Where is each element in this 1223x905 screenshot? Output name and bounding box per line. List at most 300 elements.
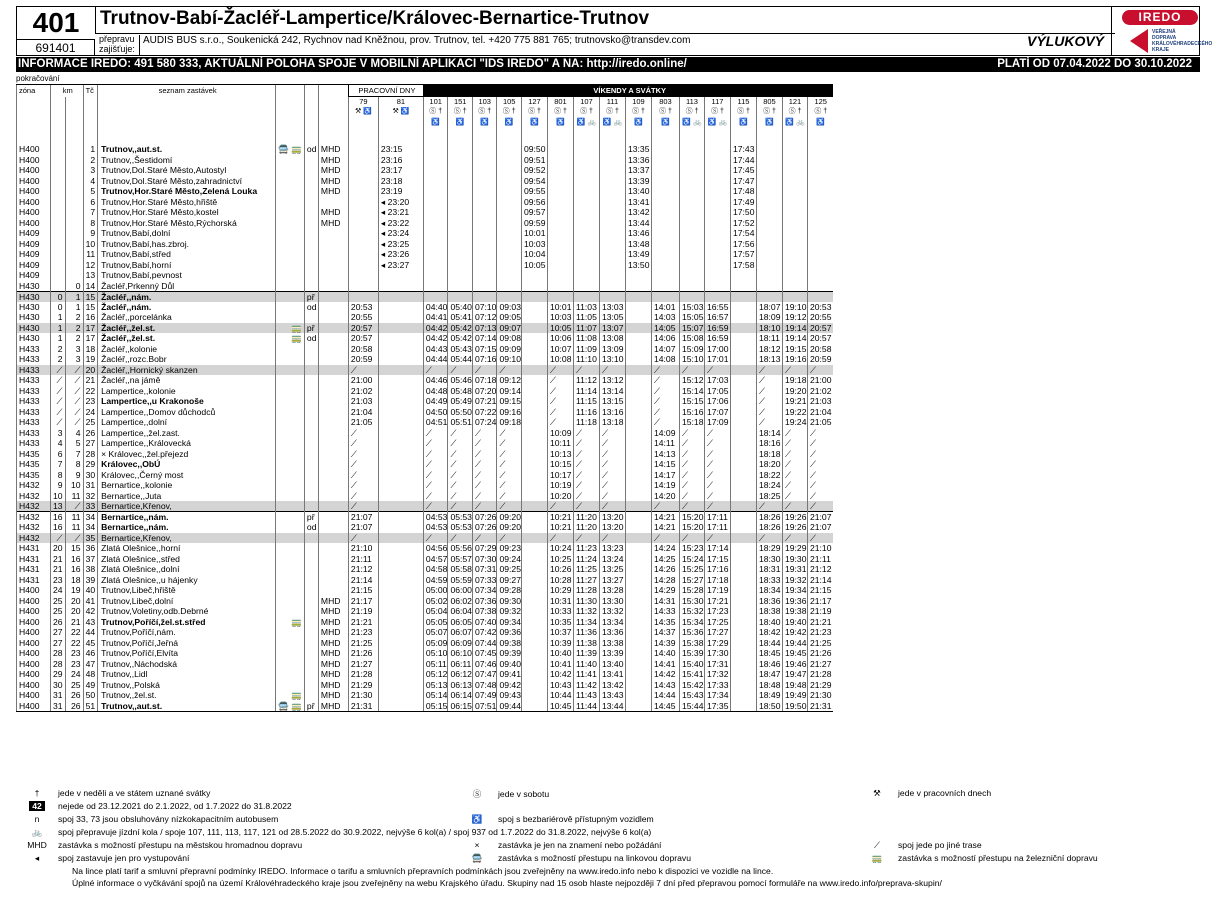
time-cell: ⟋ [497,501,522,512]
transfer-icon [276,470,305,481]
transfer-icon [276,438,305,449]
km-cell: 22 [65,638,83,649]
time-cell [730,480,756,491]
mhd-cell: MHD [318,648,348,659]
tc-cell: 27 [83,438,98,449]
time-cell: 09:07 [497,323,522,334]
time-cell: 11:20 [573,512,599,523]
tc-cell: 38 [83,564,98,575]
time-cell: 11:07 [573,323,599,334]
km-cell: 15 [65,543,83,554]
arr-dep-cell [304,554,318,565]
time-cell: 04:58 [423,564,448,575]
time-cell: 18:36 [756,596,782,607]
tc-cell: 42 [83,606,98,617]
time-cell: 19:16 [782,354,807,365]
time-cell [497,291,522,302]
tc-cell: 29 [83,459,98,470]
stop-row [17,312,887,323]
tc-cell: 15 [83,291,98,302]
time-cell [521,417,547,428]
time-cell: 23:15 [378,144,423,155]
time-cell: 04:43 [423,344,448,355]
time-cell [625,512,651,523]
legend-symbol-icon: ⚒ [873,788,881,798]
blank-cell [98,97,276,108]
time-cell: 06:12 [448,669,473,680]
mhd-cell [318,575,348,586]
transfer-icon [276,543,305,554]
time-cell [599,228,625,239]
time-cell [448,239,473,250]
time-cell [679,197,704,208]
mhd-cell: MHD [318,669,348,680]
time-cell: ⟋ [472,470,497,481]
tc-cell: 12 [83,260,98,271]
time-cell: 19:46 [782,659,807,670]
time-cell [521,585,547,596]
time-cell: 20:58 [348,344,378,355]
time-cell [348,249,378,260]
mhd-cell [318,543,348,554]
mhd-cell [318,197,348,208]
time-cell: 10:03 [547,312,573,323]
km-cell [65,270,83,281]
time-cell: 17:45 [730,165,756,176]
transfer-icon [276,165,305,176]
time-cell: ⟋ [348,533,378,544]
time-cell [807,218,833,229]
time-cell [521,428,547,439]
stop-row [17,260,887,271]
time-cell: 17:11 [704,512,730,523]
trip-number-row [17,97,887,108]
arr-dep-cell [304,480,318,491]
time-cell: 17:56 [730,239,756,250]
time-cell [730,701,756,712]
stop-row [17,680,887,691]
time-cell: 11:14 [573,386,599,397]
stop-name: Žacléř,,Hornický skanzen [98,365,276,376]
stop-row [17,449,887,460]
continuation-label: pokračování [16,74,60,83]
time-cell: 21:17 [348,596,378,607]
time-cell [448,186,473,197]
time-cell: 04:57 [423,554,448,565]
time-cell: 14:26 [651,564,679,575]
time-cell: 18:45 [756,648,782,659]
time-cell: 20:57 [348,323,378,334]
legend-item [16,840,302,850]
time-cell [599,207,625,218]
trip-number: 107 [573,97,599,108]
blank-cell [318,129,348,144]
mhd-cell: MHD [318,701,348,712]
time-cell: 11:15 [573,396,599,407]
time-cell [651,239,679,250]
mhd-cell [318,365,348,376]
time-cell [625,606,651,617]
time-cell: ⟋ [599,501,625,512]
transfer-icon [276,291,305,302]
blank-cell [318,107,348,117]
time-cell: 15:34 [679,617,704,628]
zone-cell: H433 [17,386,51,397]
km-cell: 5 [65,438,83,449]
transfer-icon [276,522,305,533]
time-cell: ⟋ [807,438,833,449]
time-cell [521,449,547,460]
trip-symbol: ♿ [547,117,573,129]
stop-name: Žacléř,,rozc.Bobr [98,354,276,365]
blank-cell [276,97,305,108]
mhd-cell [318,291,348,302]
time-cell: 15:43 [679,690,704,701]
trip-number: 151 [448,97,473,108]
stop-row [17,270,887,281]
time-cell [599,186,625,197]
transfer-icon [276,375,305,386]
time-cell: 17:16 [704,564,730,575]
time-cell: 11:25 [573,564,599,575]
time-cell [625,522,651,533]
time-cell: ◂ 23:20 [378,197,423,208]
time-cell: 15:36 [679,627,704,638]
arr-dep-cell [304,449,318,460]
arr-dep-cell [304,260,318,271]
time-cell: 10:40 [547,648,573,659]
km-cell: 23 [51,575,66,586]
time-cell: ⟋ [448,470,473,481]
time-cell [730,449,756,460]
time-cell: 17:30 [704,648,730,659]
time-cell: ⟋ [704,459,730,470]
time-cell [679,249,704,260]
time-cell: 09:42 [497,680,522,691]
time-cell: ⟋ [348,438,378,449]
time-cell: 05:00 [423,585,448,596]
km-cell: 16 [65,564,83,575]
time-cell: 13:34 [599,617,625,628]
time-cell [730,627,756,638]
time-cell: 13:27 [599,575,625,586]
stop-row [17,575,887,586]
time-cell [599,291,625,302]
time-cell [730,501,756,512]
time-cell: 09:25 [497,564,522,575]
time-cell: 13:20 [599,512,625,523]
time-cell: 14:20 [651,491,679,502]
time-cell [521,407,547,418]
km-cell [65,155,83,166]
time-cell [625,396,651,407]
time-cell: ⟋ [704,480,730,491]
transfer-icon [276,648,305,659]
time-cell: 21:11 [348,554,378,565]
title-divider [95,33,1115,34]
km-cell: 0 [65,281,83,292]
time-cell: 21:25 [807,638,833,649]
legend-symbol-icon: † [34,788,40,798]
time-cell: ⟋ [679,459,704,470]
time-cell: ⟋ [423,470,448,481]
stop-name: Trutnov,Hor.Staré Město,Zelená Louka [98,186,276,197]
time-cell: ◂ 23:27 [378,260,423,271]
time-cell [730,617,756,628]
legend-item [856,840,982,851]
mhd-cell: MHD [318,596,348,607]
trip-symbol: ♿ 🚲 [599,117,625,129]
km-cell: 2 [51,344,66,355]
mhd-cell [318,417,348,428]
km-cell: 1 [65,302,83,313]
stop-row [17,690,887,701]
time-cell: 19:24 [782,417,807,428]
time-cell: ⟋ [573,480,599,491]
transfer-icon [276,417,305,428]
time-cell [679,176,704,187]
time-cell: ⟋ [472,491,497,502]
time-cell: 21:02 [348,386,378,397]
transfer-icon [276,365,305,376]
time-cell: 18:18 [756,449,782,460]
time-cell: ⟋ [573,459,599,470]
time-cell [573,197,599,208]
time-cell: 15:42 [679,680,704,691]
transfer-icon [276,585,305,596]
blank-cell [782,129,807,144]
time-cell: 13:05 [599,312,625,323]
time-cell: 10:25 [547,554,573,565]
time-cell: 14:25 [651,554,679,565]
time-cell [472,176,497,187]
arr-dep-cell [304,638,318,649]
time-cell [573,218,599,229]
time-cell: 05:05 [423,617,448,628]
time-cell [378,438,423,449]
time-cell: ⟋ [423,491,448,502]
time-cell: 14:35 [651,617,679,628]
time-cell: 20:55 [348,312,378,323]
stop-name: Trutnov,Babí,pevnost [98,270,276,281]
arr-dep-cell [304,386,318,397]
blank-cell [304,107,318,117]
time-cell: 21:03 [807,396,833,407]
km-cell: ⟋ [65,417,83,428]
time-cell [448,155,473,166]
time-cell [625,302,651,313]
time-cell: 07:31 [472,564,497,575]
stop-name: Bernartice,,nám. [98,512,276,523]
time-cell: 21:19 [348,606,378,617]
time-cell: ⟋ [599,480,625,491]
transfer-icon [276,270,305,281]
mhd-cell [318,281,348,292]
legend-item [16,801,292,811]
km-cell: ⟋ [51,417,66,428]
time-cell [625,585,651,596]
transfer-icon [276,218,305,229]
time-cell: ⟋ [497,533,522,544]
time-cell [472,228,497,239]
blank-cell [472,129,497,144]
zone-cell: H431 [17,575,51,586]
trip-symbol: ♿ [423,117,448,129]
tc-cell: 3 [83,165,98,176]
weekday-header: PRACOVNÍ DNY [348,85,423,97]
mhd-cell [318,386,348,397]
time-cell [599,165,625,176]
km-cell: 0 [51,291,66,302]
tc-cell: 23 [83,396,98,407]
km-cell: 20 [51,543,66,554]
tc-cell: 10 [83,239,98,250]
time-cell [625,333,651,344]
km-cell [65,228,83,239]
time-cell [448,249,473,260]
transfer-icon [276,680,305,691]
mhd-cell [318,323,348,334]
km-cell [51,249,66,260]
km-cell: ⟋ [65,407,83,418]
blank-cell [807,129,833,144]
time-cell [378,606,423,617]
time-cell [599,144,625,155]
time-cell: ⟋ [651,407,679,418]
arr-dep-cell: od [304,522,318,533]
stop-row [17,512,887,523]
time-cell: 21:05 [348,417,378,428]
stop-row [17,228,887,239]
time-cell [547,155,573,166]
mhd-cell: MHD [318,690,348,701]
time-cell: 09:27 [497,575,522,586]
time-cell: 05:09 [423,638,448,649]
stop-row [17,386,887,397]
time-cell: 09:39 [497,648,522,659]
time-cell [679,291,704,302]
time-cell [497,197,522,208]
transfer-icon [276,386,305,397]
time-cell: 15:05 [679,312,704,323]
transfer-icon [276,512,305,523]
legend-item [456,853,691,864]
time-cell: 13:40 [625,186,651,197]
time-cell: 17:05 [704,386,730,397]
time-cell [756,260,782,271]
time-cell [547,186,573,197]
time-cell [704,218,730,229]
transfer-icon: 🚍 🚃 [276,144,305,155]
time-cell: ⟋ [782,449,807,460]
time-cell: 07:48 [472,680,497,691]
time-cell [378,648,423,659]
legend-item [16,827,651,838]
time-cell [378,669,423,680]
time-cell [730,533,756,544]
time-cell [497,186,522,197]
legend-symbol-icon: ♿ [471,814,483,824]
time-cell: ⟋ [497,428,522,439]
zone-cell: H433 [17,365,51,376]
time-cell [423,186,448,197]
time-cell [782,144,807,155]
time-cell: 21:21 [807,617,833,628]
time-cell [625,690,651,701]
time-cell: 18:24 [756,480,782,491]
trip-symbol: Ⓢ † [521,107,547,117]
time-cell: 05:14 [423,690,448,701]
time-cell: 17:49 [730,197,756,208]
time-cell [625,438,651,449]
time-cell [807,144,833,155]
time-cell: 11:08 [573,333,599,344]
time-cell [756,165,782,176]
time-cell [756,155,782,166]
time-cell [625,659,651,670]
time-cell: 07:46 [472,659,497,670]
time-cell [625,428,651,439]
time-cell: 19:18 [782,375,807,386]
stop-row [17,218,887,229]
time-cell: 13:42 [599,680,625,691]
time-cell: 17:15 [704,554,730,565]
time-cell: 09:55 [521,186,547,197]
tc-cell: 17 [83,323,98,334]
time-cell [378,449,423,460]
time-cell: 04:50 [423,407,448,418]
time-cell [807,239,833,250]
time-cell: 09:14 [497,386,522,397]
time-cell: 19:15 [782,344,807,355]
transfer-icon [276,407,305,418]
trip-symbol: Ⓢ † [625,107,651,117]
time-cell: 07:21 [472,396,497,407]
time-cell: ⟋ [599,365,625,376]
stop-name: Královec,,ObÚ [98,459,276,470]
time-cell [730,333,756,344]
trip-symbol: ♿ 🚲 [573,117,599,129]
time-cell [651,144,679,155]
stop-row [17,533,887,544]
time-cell [651,207,679,218]
time-cell [573,260,599,271]
time-cell [679,218,704,229]
time-cell [423,176,448,187]
time-cell [448,197,473,208]
col-header-tc: Tč [83,85,98,97]
arr-dep-cell [304,491,318,502]
stop-name: × Královec,,žel.přejezd [98,449,276,460]
time-cell: 17:34 [704,690,730,701]
time-cell: ⟋ [679,365,704,376]
time-cell: ⟋ [651,365,679,376]
time-cell [448,144,473,155]
time-cell [497,218,522,229]
time-cell [423,207,448,218]
time-cell [378,491,423,502]
km-cell: 4 [65,428,83,439]
time-cell [679,228,704,239]
arr-dep-cell [304,617,318,628]
arr-dep-cell [304,627,318,638]
time-cell: 07:24 [472,417,497,428]
trip-symbol: Ⓢ † [423,107,448,117]
time-cell: ⟋ [573,449,599,460]
time-cell: ⟋ [651,396,679,407]
km-cell: 13 [51,501,66,512]
time-cell: 07:40 [472,617,497,628]
